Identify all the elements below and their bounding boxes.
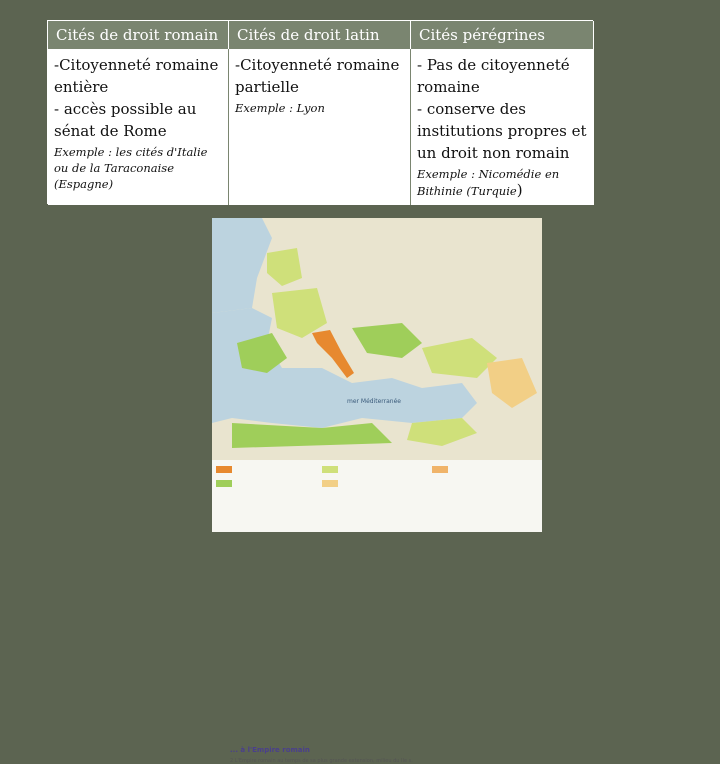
romain-line: sénat de Rome	[54, 122, 167, 140]
peregrines-line: - conserve des	[417, 100, 526, 118]
header-droit-latin: Cités de droit latin	[229, 21, 411, 49]
peregrines-text	[417, 54, 588, 164]
romain-line: entière	[54, 78, 109, 96]
roman-empire-map	[212, 218, 542, 764]
latin-line: partielle	[235, 78, 299, 96]
romain-example: Exemple : les cités d'Italie ou de la Taraconaise (Espagne)	[54, 145, 208, 191]
legend-swatch	[322, 480, 338, 487]
legend-swatch	[216, 480, 232, 487]
cell-droit-latin	[229, 49, 411, 205]
sea-label: mer Méditerranée	[347, 398, 401, 405]
peregrines-example-text: Exemple : Nicomédie en Bithinie (Turquie	[417, 167, 560, 198]
map-caption-title: ... à l'Empire romain	[230, 746, 310, 754]
latin-text	[235, 54, 404, 98]
romain-line: -Citoyenneté romaine	[54, 56, 219, 74]
latin-line: -Citoyenneté romaine	[235, 56, 400, 74]
peregrines-line: - Pas de citoyenneté	[417, 56, 570, 74]
romain-line: - accès possible au	[54, 100, 197, 118]
legend-swatch	[216, 466, 232, 473]
legend-swatch	[432, 466, 448, 473]
cities-table	[47, 20, 593, 204]
header-peregrines: Cités pérégrines	[411, 21, 594, 49]
peregrines-example	[417, 166, 588, 199]
peregrines-line: institutions propres et	[417, 122, 587, 140]
closing-paren: )	[516, 181, 523, 199]
header-droit-romain: Cités de droit romain	[48, 21, 229, 49]
legend-swatch	[322, 466, 338, 473]
peregrines-line: romaine	[417, 78, 480, 96]
cell-peregrines	[411, 49, 594, 205]
map-legend	[212, 460, 542, 764]
map-caption-subtitle: 2 L'Empire romain au temps de sa plus grande extension, milieu du IIe s.	[230, 758, 413, 764]
map-image	[212, 218, 542, 460]
romain-text	[54, 54, 222, 142]
peregrines-line: un droit non romain	[417, 144, 570, 162]
cell-droit-romain	[48, 49, 229, 205]
latin-example: Exemple : Lyon	[235, 101, 325, 115]
